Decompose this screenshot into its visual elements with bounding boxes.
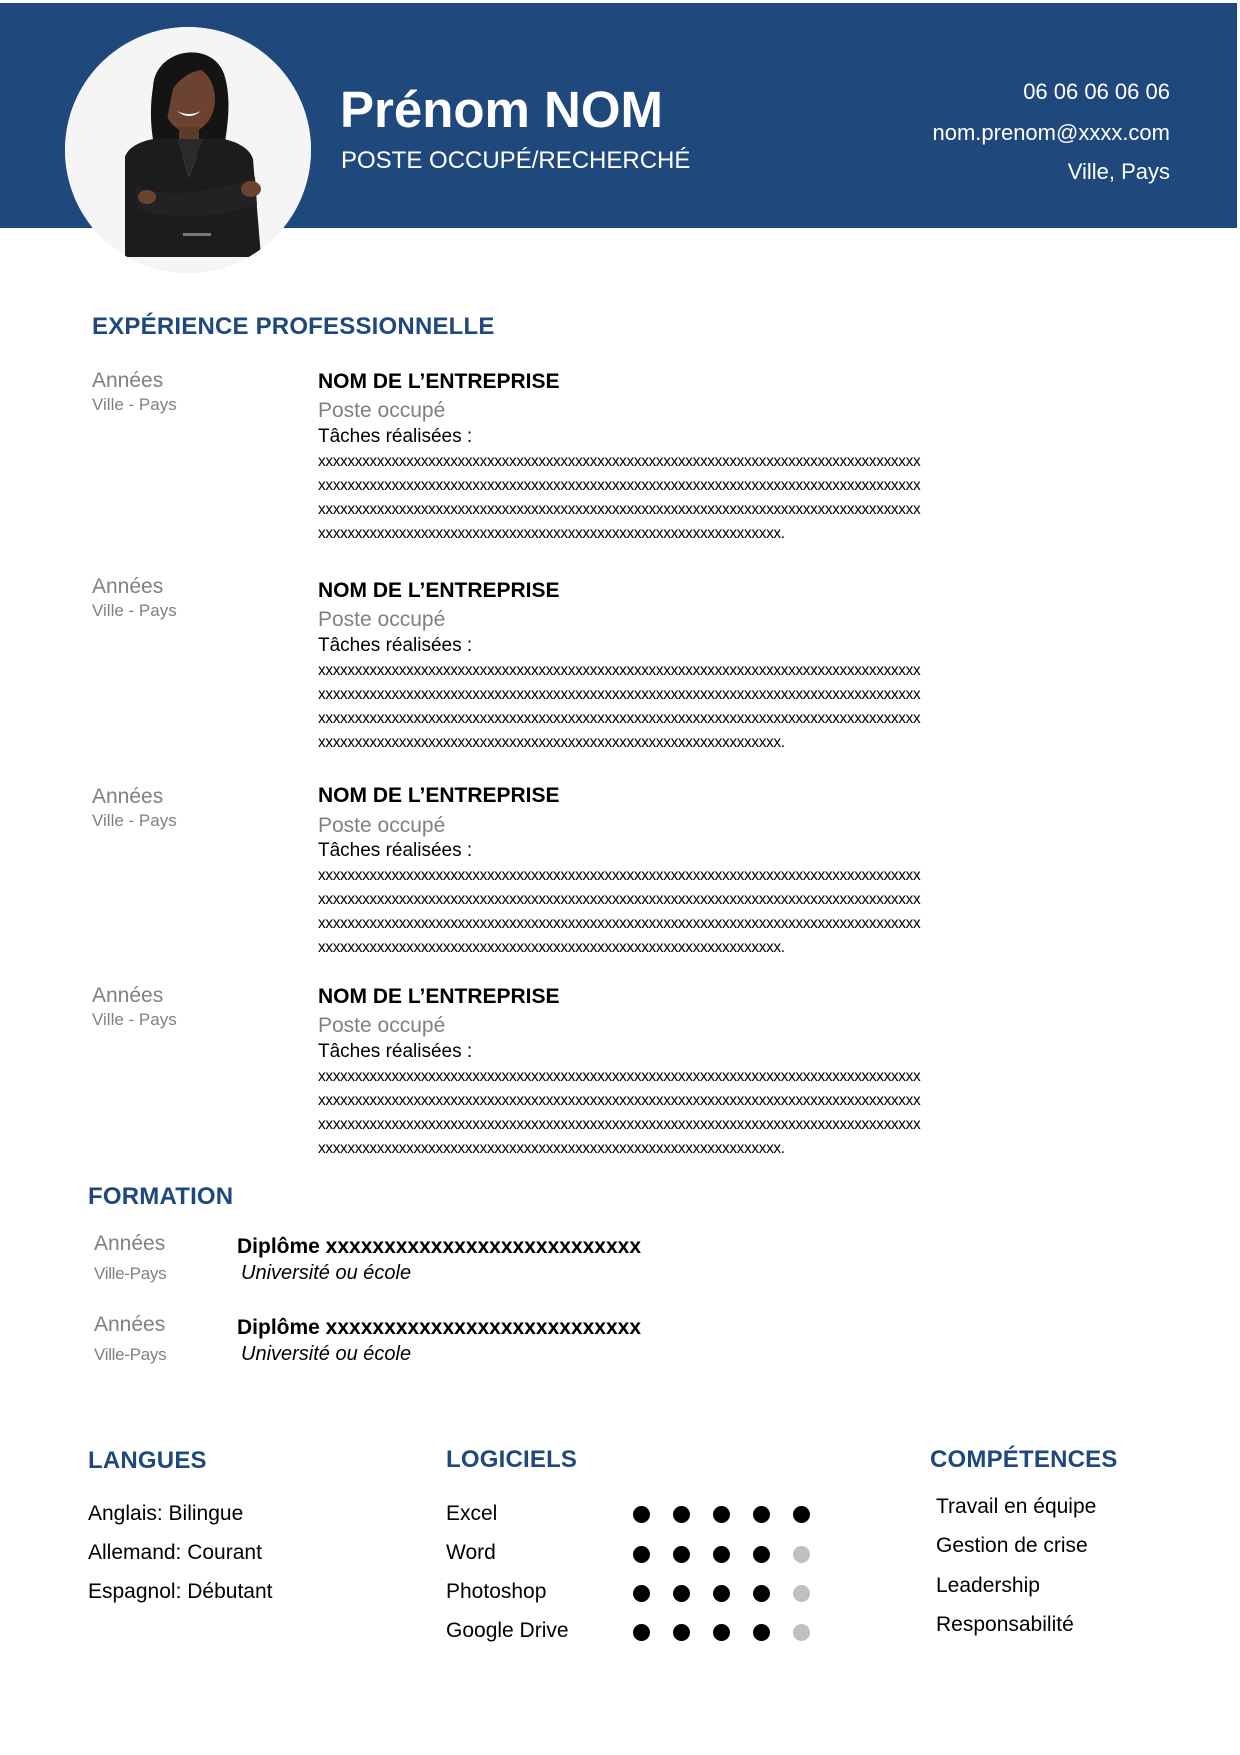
rating-dot-filled-icon <box>673 1585 690 1602</box>
skill-item: Responsabilité <box>936 1613 1074 1636</box>
software-name: Google Drive <box>446 1619 569 1642</box>
rating-dot-filled-icon <box>753 1624 770 1641</box>
experience-role: Poste occupé <box>318 1014 446 1037</box>
experience-task-line: xxxxxxxxxxxxxxxxxxxxxxxxxxxxxxxxxxxxxxxxxxxxxxxxxxxxxxxxxxxxxxx. <box>318 525 785 542</box>
experience-company: NOM DE L’ENTREPRISE <box>318 985 560 1008</box>
education-degree: Diplôme xxxxxxxxxxxxxxxxxxxxxxxxxxx <box>237 1316 642 1339</box>
experience-years: Années <box>92 785 164 808</box>
experience-location: Ville - Pays <box>92 395 177 414</box>
language-item: Allemand: Courant <box>88 1541 262 1564</box>
contact-location: Ville, Pays <box>1067 159 1170 184</box>
rating-dot-filled-icon <box>633 1585 650 1602</box>
experience-task-line: xxxxxxxxxxxxxxxxxxxxxxxxxxxxxxxxxxxxxxxxxxxxxxxxxxxxxxxxxxxxxxx. <box>318 939 785 956</box>
experience-years: Années <box>92 575 164 598</box>
rating-dot-filled-icon <box>633 1546 650 1563</box>
section-title-skills: COMPÉTENCES <box>930 1446 1118 1473</box>
skill-item: Travail en équipe <box>936 1495 1097 1518</box>
experience-company: NOM DE L’ENTREPRISE <box>318 370 560 393</box>
language-item: Espagnol: Débutant <box>88 1580 273 1603</box>
skill-item: Leadership <box>936 1574 1040 1597</box>
experience-role: Poste occupé <box>318 814 446 837</box>
rating-dot-filled-icon <box>713 1585 730 1602</box>
rating-dot-filled-icon <box>633 1506 650 1523</box>
software-name: Photoshop <box>446 1580 547 1603</box>
education-degree: Diplôme xxxxxxxxxxxxxxxxxxxxxxxxxxx <box>237 1235 642 1258</box>
rating-dot-filled-icon <box>713 1546 730 1563</box>
experience-task-line: xxxxxxxxxxxxxxxxxxxxxxxxxxxxxxxxxxxxxxxxxxxxxxxxxxxxxxxxxxxxxxx. <box>318 1140 785 1157</box>
experience-task-line: xxxxxxxxxxxxxxxxxxxxxxxxxxxxxxxxxxxxxxxxxxxxxxxxxxxxxxxxxxxxxxxxxxxxxxxxxxxxxxxxxx <box>318 915 921 932</box>
person-portrait-icon <box>65 27 311 273</box>
rating-dot-filled-icon <box>713 1624 730 1641</box>
education-years: Années <box>94 1232 166 1255</box>
rating-dot-filled-icon <box>753 1506 770 1523</box>
rating-dot-filled-icon <box>793 1506 810 1523</box>
rating-dot-filled-icon <box>753 1546 770 1563</box>
experience-years: Années <box>92 984 164 1007</box>
rating-dot-filled-icon <box>673 1546 690 1563</box>
section-title-experience: EXPÉRIENCE PROFESSIONNELLE <box>92 313 495 340</box>
experience-tasks-label: Tâches réalisées : <box>318 1041 473 1062</box>
experience-task-line: xxxxxxxxxxxxxxxxxxxxxxxxxxxxxxxxxxxxxxxxxxxxxxxxxxxxxxxxxxxxxxxxxxxxxxxxxxxxxxxxxx <box>318 867 921 884</box>
experience-task-line: xxxxxxxxxxxxxxxxxxxxxxxxxxxxxxxxxxxxxxxxxxxxxxxxxxxxxxxxxxxxxxxxxxxxxxxxxxxxxxxxxx <box>318 453 921 470</box>
section-title-education: FORMATION <box>88 1183 234 1210</box>
rating-dot-empty-icon <box>793 1546 810 1563</box>
experience-role: Poste occupé <box>318 608 446 631</box>
experience-task-line: xxxxxxxxxxxxxxxxxxxxxxxxxxxxxxxxxxxxxxxxxxxxxxxxxxxxxxxxxxxxxxxxxxxxxxxxxxxxxxxxxx <box>318 1116 921 1133</box>
experience-location: Ville - Pays <box>92 1010 177 1029</box>
section-title-software: LOGICIELS <box>446 1446 578 1473</box>
rating-dot-empty-icon <box>793 1585 810 1602</box>
experience-company: NOM DE L’ENTREPRISE <box>318 579 560 602</box>
experience-role: Poste occupé <box>318 399 446 422</box>
experience-task-line: xxxxxxxxxxxxxxxxxxxxxxxxxxxxxxxxxxxxxxxxxxxxxxxxxxxxxxxxxxxxxxxxxxxxxxxxxxxxxxxxxx <box>318 1092 921 1109</box>
rating-dot-filled-icon <box>673 1624 690 1641</box>
experience-years: Années <box>92 369 164 392</box>
experience-location: Ville - Pays <box>92 601 177 620</box>
experience-tasks-label: Tâches réalisées : <box>318 635 473 656</box>
rating-dot-filled-icon <box>753 1585 770 1602</box>
experience-task-line: xxxxxxxxxxxxxxxxxxxxxxxxxxxxxxxxxxxxxxxxxxxxxxxxxxxxxxxxxxxxxxxxxxxxxxxxxxxxxxxxxx <box>318 1068 921 1085</box>
software-name: Excel <box>446 1502 498 1525</box>
experience-company: NOM DE L’ENTREPRISE <box>318 784 560 807</box>
rating-dot-filled-icon <box>673 1506 690 1523</box>
experience-task-line: xxxxxxxxxxxxxxxxxxxxxxxxxxxxxxxxxxxxxxxxxxxxxxxxxxxxxxxxxxxxxxxxxxxxxxxxxxxxxxxxxx <box>318 477 921 494</box>
contact-phone: 06 06 06 06 06 <box>1023 79 1170 104</box>
rating-dot-filled-icon <box>633 1624 650 1641</box>
experience-task-line: xxxxxxxxxxxxxxxxxxxxxxxxxxxxxxxxxxxxxxxxxxxxxxxxxxxxxxxxxxxxxxxxxxxxxxxxxxxxxxxxxx <box>318 891 921 908</box>
language-item: Anglais: Bilingue <box>88 1502 244 1525</box>
education-school: Université ou école <box>241 1262 412 1284</box>
candidate-name: Prénom NOM <box>340 81 664 138</box>
experience-tasks-label: Tâches réalisées : <box>318 426 473 447</box>
experience-task-line: xxxxxxxxxxxxxxxxxxxxxxxxxxxxxxxxxxxxxxxxxxxxxxxxxxxxxxxxxxxxxxxxxxxxxxxxxxxxxxxxxx <box>318 686 921 703</box>
experience-location: Ville - Pays <box>92 811 177 830</box>
education-location: Ville-Pays <box>94 1345 167 1364</box>
experience-task-line: xxxxxxxxxxxxxxxxxxxxxxxxxxxxxxxxxxxxxxxxxxxxxxxxxxxxxxxxxxxxxxxxxxxxxxxxxxxxxxxxxx <box>318 662 921 679</box>
education-location: Ville-Pays <box>94 1264 167 1283</box>
rating-dot-empty-icon <box>793 1624 810 1641</box>
experience-tasks-label: Tâches réalisées : <box>318 840 473 861</box>
experience-task-line: xxxxxxxxxxxxxxxxxxxxxxxxxxxxxxxxxxxxxxxxxxxxxxxxxxxxxxxxxxxxxxx. <box>318 734 785 751</box>
skill-item: Gestion de crise <box>936 1534 1088 1557</box>
software-name: Word <box>446 1541 496 1564</box>
rating-dot-filled-icon <box>713 1506 730 1523</box>
contact-email: nom.prenom@xxxx.com <box>932 120 1170 145</box>
candidate-title: POSTE OCCUPÉ/RECHERCHÉ <box>341 147 691 174</box>
education-years: Années <box>94 1313 166 1336</box>
experience-task-line: xxxxxxxxxxxxxxxxxxxxxxxxxxxxxxxxxxxxxxxxxxxxxxxxxxxxxxxxxxxxxxxxxxxxxxxxxxxxxxxxxx <box>318 501 921 518</box>
education-school: Université ou école <box>241 1343 412 1365</box>
section-title-languages: LANGUES <box>88 1447 207 1474</box>
experience-task-line: xxxxxxxxxxxxxxxxxxxxxxxxxxxxxxxxxxxxxxxxxxxxxxxxxxxxxxxxxxxxxxxxxxxxxxxxxxxxxxxxxx <box>318 710 921 727</box>
profile-photo <box>65 27 311 273</box>
